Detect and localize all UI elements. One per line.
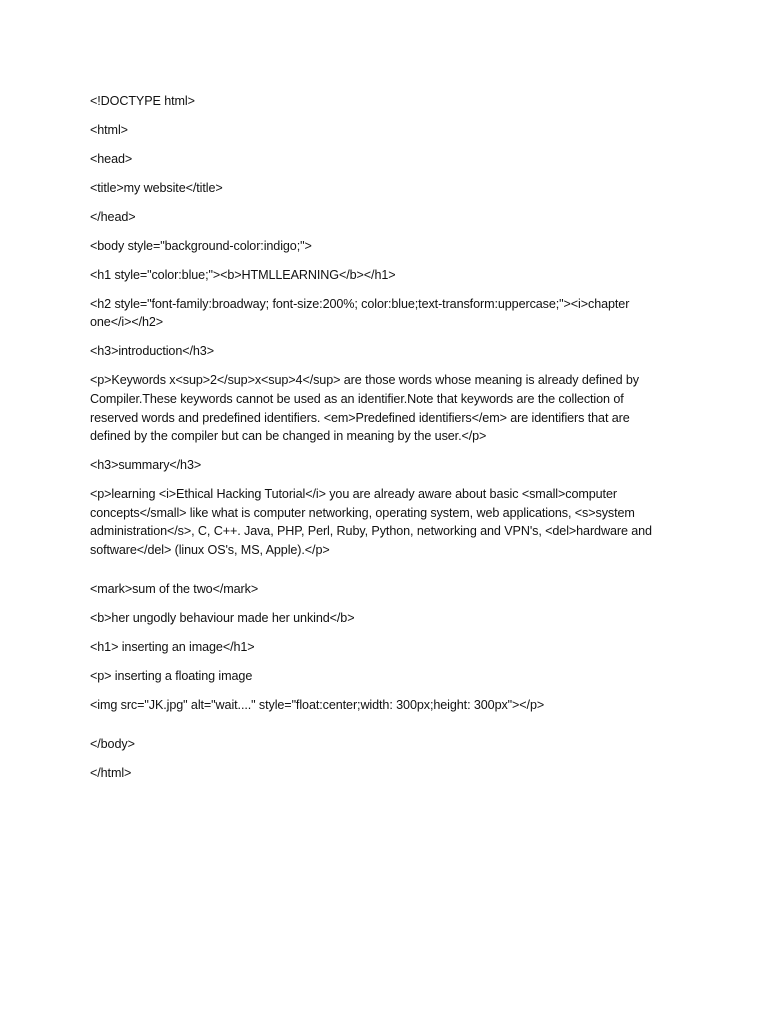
code-line-h2: <h2 style="font-family:broadway; font-size:200%; color:blue;text-transform:uppercase;"><i>chapter one</i></h2> (90, 296, 633, 330)
code-line-h3-introduction: <h3>introduction</h3> (90, 344, 214, 359)
code-line-paragraph-image: <p> inserting a floating image (90, 668, 253, 683)
code-line-body-open: <body style="background-color:indigo;"> (90, 238, 312, 253)
code-line-html-open: <html> (90, 122, 128, 137)
blank-line (90, 570, 670, 580)
code-line-head-open: <head> (90, 151, 133, 166)
code-line-mark: <mark>sum of the two</mark> (90, 581, 259, 596)
code-line-paragraph-keywords: <p>Keywords x<sup>2</sup>x<sup>4</sup> are those words whose meaning is already defined by Compiler.These keywords cannot be used as an identifier.Note that keywords are the collection of reserved words and predefined identifiers. <em>Predefined identifiers</em> are identifiers that are defined by the compiler but can be changed in meaning by the user.</p> (90, 373, 643, 444)
code-listing (90, 92, 670, 793)
code-line-body-close: </body> (90, 736, 135, 751)
code-line-head-close: </head> (90, 209, 136, 224)
code-line-html-close: </html> (90, 765, 132, 780)
code-line-img: <img src="JK.jpg" alt="wait...." style="float:center;width: 300px;height: 300px"></p> (90, 697, 545, 712)
code-line-h1-image: <h1> inserting an image</h1> (90, 639, 255, 654)
code-line-h3-summary: <h3>summary</h3> (90, 458, 202, 473)
code-line-title: <title>my website</title> (90, 180, 223, 195)
code-line-doctype: <!DOCTYPE html> (90, 94, 195, 108)
blank-line (90, 725, 670, 735)
code-line-bold: <b>her ungodly behaviour made her unkind</b> (90, 610, 355, 625)
code-line-paragraph-learning: <p>learning <i>Ethical Hacking Tutorial</i> you are already aware about basic <small>computer concepts</small> like what is computer networking, operating system, web applications, <s>system administration</s>, C, C++. Java, PHP, Perl, Ruby, Python, networking and VPN's, <del>hardware and software</del> (linux OS's, MS, Apple).</p> (90, 487, 656, 557)
code-line-h1: <h1 style="color:blue;"><b>HTMLLEARNING</b></h1> (90, 267, 396, 282)
